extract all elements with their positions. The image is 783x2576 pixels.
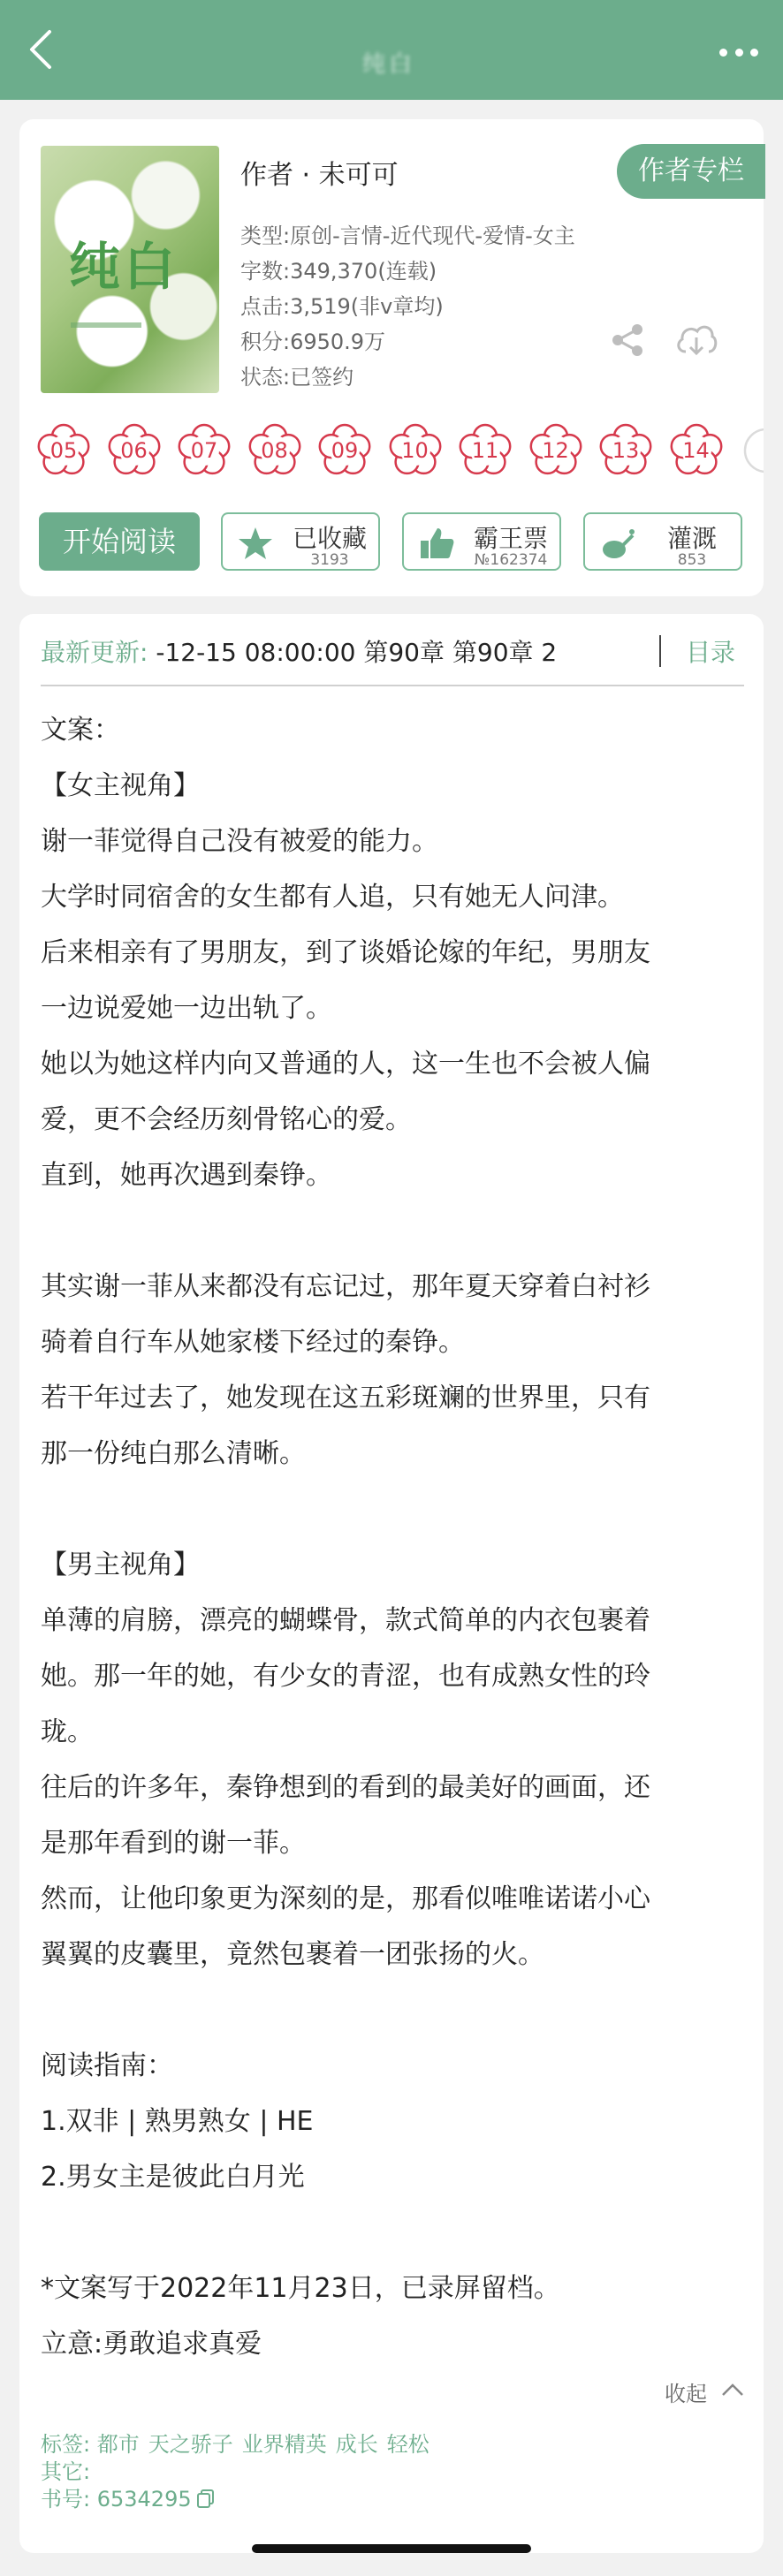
chapter-marker[interactable]: [528, 421, 584, 478]
chapter-marker-number: 12: [542, 438, 569, 463]
chapter-marker[interactable]: [387, 421, 444, 478]
chapter-marker-number: 14: [682, 438, 710, 463]
chapter-marker[interactable]: [597, 421, 654, 478]
water-label: 灌溉: [666, 524, 717, 553]
synopsis-line: 那一份纯白那么清晰。: [41, 1438, 306, 1469]
tags-label: 标签:: [41, 2432, 97, 2457]
vote-button[interactable]: [402, 512, 561, 571]
favorite-count: 3193: [310, 551, 349, 569]
divider: [41, 685, 744, 686]
synopsis-line: [41, 1982, 748, 2038]
favorite-button[interactable]: [221, 512, 380, 571]
chapter-marker-number: 07: [190, 438, 218, 463]
synopsis-text: [41, 702, 748, 2372]
cloud-download-icon[interactable]: [673, 318, 719, 360]
chevron-up-icon[interactable]: [721, 2383, 744, 2397]
meta-clicks: 点击:3,519(非v章均): [240, 294, 444, 319]
meta-word-count: 字数:349,370(连载): [240, 259, 437, 284]
synopsis-line: 立意:勇敢追求真爱: [41, 2329, 262, 2360]
tag-list[interactable]: [97, 2432, 438, 2457]
watering-can-icon: [599, 525, 636, 562]
synopsis-line: 后来相亲有了男朋友，到了谈婚论嫁的年纪，男朋友: [41, 937, 650, 968]
back-icon[interactable]: [19, 25, 69, 74]
synopsis-line: 谢一菲觉得自己没有被爱的能力。: [41, 826, 438, 857]
chapter-marker-number: 06: [120, 438, 148, 463]
synopsis-line: [41, 1481, 748, 1537]
book-cover[interactable]: [41, 146, 219, 393]
cover-decoration: [71, 322, 141, 328]
chapter-marker-number: 11: [471, 438, 499, 463]
water-button[interactable]: [583, 512, 742, 571]
chapter-marker[interactable]: [106, 421, 163, 478]
synopsis-line: 大学时同宿舍的女生都有人追，只有她无人问津。: [41, 882, 624, 913]
thumbs-up-icon: [418, 525, 455, 562]
tag-item[interactable]: 轻松: [386, 2432, 430, 2457]
synopsis-line: 【女主视角】: [41, 770, 200, 801]
synopsis-line: 【男主视角】: [41, 1549, 200, 1580]
tag-item[interactable]: 成长: [335, 2432, 378, 2457]
more-icon[interactable]: [719, 46, 758, 58]
vote-count: №162374: [474, 551, 548, 569]
chapter-marker[interactable]: [247, 421, 303, 478]
home-indicator: [252, 2544, 531, 2553]
synopsis-line: 直到，她再次遇到秦铮。: [41, 1160, 332, 1191]
author-name[interactable]: 作者 · 未可可: [240, 160, 399, 191]
cover-title: 纯白: [69, 237, 179, 297]
synopsis-line: 阅读指南：: [41, 2050, 173, 2081]
book-info-card: [19, 119, 764, 596]
synopsis-line: 若干年过去了，她发现在这五彩斑斓的世界里，只有: [41, 1383, 650, 1413]
synopsis-line: 爱，更不会经历刻骨铭心的爱。: [41, 1104, 412, 1135]
synopsis-line: 其实谢一菲从来都没有忘记过，那年夏天穿着白衬衫: [41, 1271, 650, 1302]
chapter-marker[interactable]: [316, 421, 373, 478]
latest-update-row[interactable]: [41, 633, 650, 672]
latest-update-label: 最新更新:: [41, 638, 156, 667]
tags-section: [41, 2431, 438, 2513]
top-nav-bar: [0, 0, 783, 100]
chapter-marker[interactable]: [457, 421, 513, 478]
water-count: 853: [677, 551, 707, 569]
chapter-marker[interactable]: [668, 421, 725, 478]
meta-points: 积分:6950.9万: [240, 330, 386, 354]
synopsis-line: *文案写于2022年11月23日，已录屏留档。: [41, 2273, 560, 2304]
synopsis-line: [41, 1203, 748, 1259]
page-title: 纯白: [361, 51, 415, 78]
other-label: 其它:: [41, 2459, 91, 2484]
collapse-button[interactable]: 收起: [665, 2382, 707, 2406]
table-of-contents-link[interactable]: 目录: [686, 638, 736, 667]
share-icon[interactable]: [610, 322, 645, 358]
tag-item[interactable]: 业界精英: [241, 2432, 327, 2457]
synopsis-line: 然而，让他印象更为深刻的是，那看似唯唯诺诺小心: [41, 1883, 650, 1914]
divider: [659, 635, 661, 667]
meta-genre: 类型:原创-言情-近代现代-爱情-女主: [240, 224, 575, 248]
book-id: 6534295: [96, 2487, 192, 2512]
synopsis-line: 单薄的肩膀，漂亮的蝴蝶骨，款式简单的内衣包裹着: [41, 1605, 650, 1636]
chapter-marker-number: 13: [612, 438, 640, 463]
star-icon: [237, 525, 274, 562]
description-card: [19, 614, 764, 2553]
chapter-marker-number: 09: [331, 438, 359, 463]
synopsis-line: 她以为她这样内向又普通的人，这一生也不会被人偏: [41, 1049, 650, 1080]
synopsis-line: 2.男女主是彼此白月光: [41, 2162, 305, 2193]
tag-item[interactable]: 天之骄子: [148, 2432, 233, 2457]
start-reading-button[interactable]: 开始阅读: [39, 512, 200, 571]
author-column-button[interactable]: 作者专栏: [617, 144, 765, 199]
synopsis-line: 1.双非 | 熟男熟女 | HE: [41, 2106, 314, 2137]
meta-status: 状态:已签约: [240, 365, 354, 390]
chapter-marker-number: 10: [401, 438, 429, 463]
chapter-marker-number: 05: [49, 438, 78, 463]
chapter-marker-partial[interactable]: [738, 421, 764, 478]
synopsis-line: 是那年看到的谢一菲。: [41, 1828, 306, 1859]
synopsis-line: 她。那一年的她，有少女的青涩，也有成熟女性的玲: [41, 1661, 650, 1692]
favorite-label: 已收藏: [292, 524, 367, 553]
synopsis-line: 文案：: [41, 715, 120, 746]
chapter-marker-number: 08: [261, 438, 288, 463]
tag-item[interactable]: 都市: [96, 2432, 140, 2457]
synopsis-line: 骑着自行车从她家楼下经过的秦铮。: [41, 1327, 465, 1358]
latest-update-text: -12-15 08:00:00 第90章 第90章 2: [156, 638, 558, 667]
synopsis-line: [41, 2205, 748, 2261]
chapter-marker[interactable]: [176, 421, 232, 478]
synopsis-line: 往后的许多年，秦铮想到的看到的最美好的画面，还: [41, 1772, 650, 1803]
synopsis-line: 珑。: [41, 1716, 94, 1747]
synopsis-line: 一边说爱她一边出轨了。: [41, 993, 332, 1024]
book-id-label: 书号:: [41, 2487, 97, 2512]
copy-icon[interactable]: [197, 2489, 215, 2508]
chapter-marker-strip[interactable]: [35, 421, 764, 483]
synopsis-line: 翼翼的皮囊里，竟然包裹着一团张扬的火。: [41, 1939, 544, 1970]
vote-label: 霸王票: [473, 524, 548, 553]
chapter-marker[interactable]: [35, 421, 92, 478]
